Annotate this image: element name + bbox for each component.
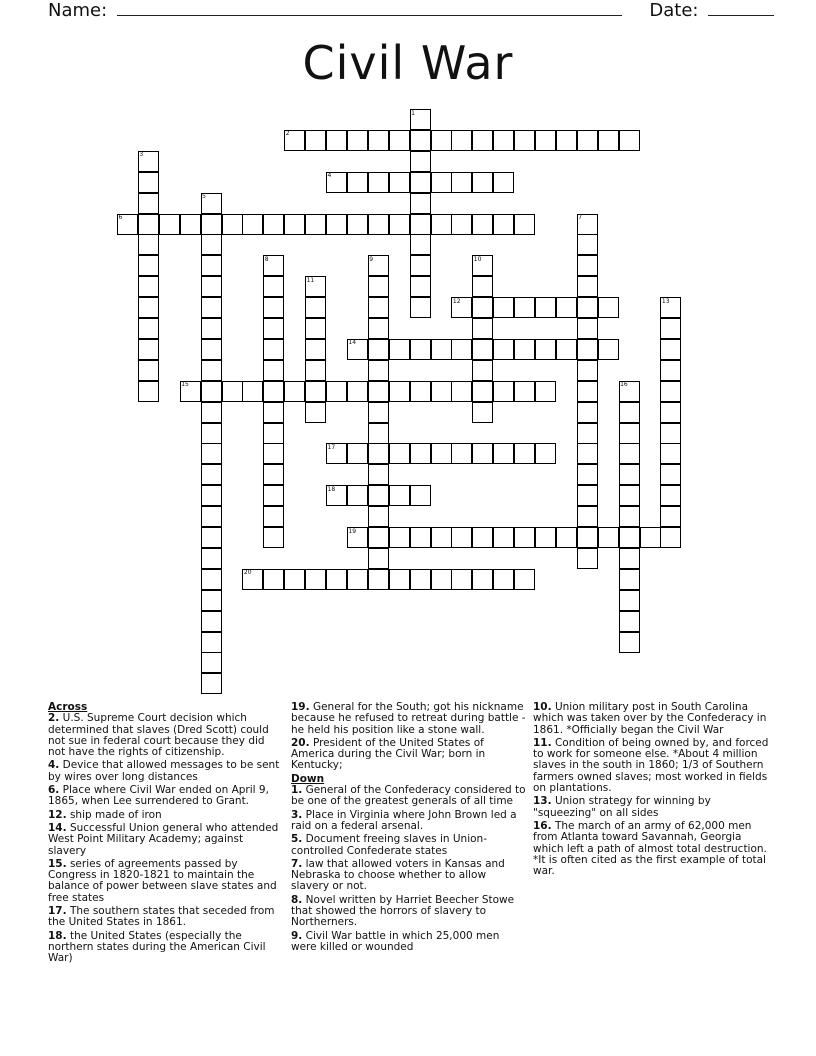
grid-cell[interactable]: [201, 339, 222, 360]
date-label: Date:: [649, 0, 699, 21]
grid-cell[interactable]: [201, 590, 222, 611]
grid-cell[interactable]: [201, 506, 222, 527]
grid-cell[interactable]: [514, 214, 535, 235]
grid-cell[interactable]: [138, 276, 159, 297]
grid-cell[interactable]: [619, 548, 640, 569]
grid-cell[interactable]: [431, 381, 452, 402]
grid-cell[interactable]: [138, 234, 159, 255]
grid-cell[interactable]: [410, 381, 431, 402]
grid-cell[interactable]: [577, 464, 598, 485]
grid-cell[interactable]: [472, 339, 493, 360]
clue-down-11: 11. Condition of being owned by, and forced to work for someone else. *About 4 million slaves in the south in 1860; 1/3 of Southern farmers owned slaves; most worked in fields on plantations.: [533, 736, 769, 795]
grid-cell[interactable]: [472, 381, 493, 402]
grid-cell[interactable]: [514, 381, 535, 402]
clue-number-2: 2: [285, 130, 290, 138]
grid-cell[interactable]: [389, 485, 410, 506]
grid-cell[interactable]: [451, 172, 472, 193]
grid-cell[interactable]: [201, 611, 222, 632]
grid-cell[interactable]: [201, 234, 222, 255]
grid-cell[interactable]: [368, 569, 389, 590]
grid-cell[interactable]: [660, 464, 681, 485]
grid-cell[interactable]: [410, 485, 431, 506]
grid-cell[interactable]: [514, 339, 535, 360]
across-heading: Across: [48, 701, 88, 713]
clue-down-3: 3. Place in Virginia where John Brown led a raid on a federal arsenal.: [291, 808, 517, 832]
grid-cell[interactable]: [305, 569, 326, 590]
grid-cell[interactable]: [284, 214, 305, 235]
grid-cell[interactable]: [577, 423, 598, 444]
grid-cell[interactable]: [431, 339, 452, 360]
grid-cell[interactable]: [514, 130, 535, 151]
grid-cell[interactable]: [389, 130, 410, 151]
grid-cell[interactable]: [347, 172, 368, 193]
grid-cell[interactable]: [368, 402, 389, 423]
grid-cell[interactable]: [389, 214, 410, 235]
grid-cell[interactable]: [389, 339, 410, 360]
clue-down-10: 10. Union military post in South Carolina which was taken over by the Confederacy in 1861. *Officially began the Civil War: [533, 701, 767, 736]
grid-cell[interactable]: [410, 151, 431, 172]
grid-cell[interactable]: [368, 214, 389, 235]
grid-cell[interactable]: [472, 276, 493, 297]
clue-across-6: 6. Place where Civil War ended on April 9, 1865, when Lee surrendered to Grant.: [48, 784, 269, 808]
clue-number-16: 16: [620, 381, 628, 389]
clue-number-3: 3: [139, 151, 144, 159]
grid-cell[interactable]: [326, 130, 347, 151]
grid-cell[interactable]: [619, 527, 640, 548]
grid-cell[interactable]: [493, 443, 514, 464]
clue-across-20: 20. President of the United States of America during the Civil War; born in Kentucky;: [291, 736, 486, 772]
grid-cell[interactable]: [138, 193, 159, 214]
grid-cell[interactable]: [263, 527, 284, 548]
grid-cell[interactable]: [263, 297, 284, 318]
grid-cell[interactable]: [577, 443, 598, 464]
grid-cell[interactable]: [389, 381, 410, 402]
grid-cell[interactable]: [263, 569, 284, 590]
grid-cell[interactable]: [493, 569, 514, 590]
grid-cell[interactable]: [660, 485, 681, 506]
grid-cell[interactable]: [305, 318, 326, 339]
grid-cell[interactable]: [222, 214, 243, 235]
grid-cell[interactable]: [451, 214, 472, 235]
grid-cell[interactable]: [493, 172, 514, 193]
grid-cell[interactable]: [138, 318, 159, 339]
grid-cell[interactable]: [660, 506, 681, 527]
grid-cell[interactable]: [451, 130, 472, 151]
grid-cell[interactable]: [431, 527, 452, 548]
grid-cell[interactable]: [619, 423, 640, 444]
grid-cell[interactable]: [201, 652, 222, 673]
grid-cell[interactable]: [368, 485, 389, 506]
grid-cell[interactable]: [472, 569, 493, 590]
grid-cell[interactable]: [535, 297, 556, 318]
clue-number-20: 20: [243, 569, 252, 577]
grid-cell[interactable]: [201, 485, 222, 506]
grid-cell[interactable]: [368, 130, 389, 151]
clue-down-16: 16. The march of an army of 62,000 men from Atlanta toward Savannah, Georgia which left a path of almost total destruction. *It is often cited as the first example of total war.: [533, 819, 767, 878]
clue-number-18: 18: [327, 485, 336, 493]
clue-number-9: 9: [369, 255, 374, 263]
grid-cell[interactable]: [263, 464, 284, 485]
grid-cell[interactable]: [410, 276, 431, 297]
grid-cell[interactable]: [410, 214, 431, 235]
grid-cell[interactable]: [410, 172, 431, 193]
grid-cell[interactable]: [577, 360, 598, 381]
clue-across-4: 4. Device that allowed messages to be sent by wires over long distances: [48, 759, 280, 783]
grid-cell[interactable]: [577, 339, 598, 360]
clue-number-14: 14: [348, 339, 357, 347]
grid-cell[interactable]: [472, 318, 493, 339]
grid-cell[interactable]: [138, 214, 159, 235]
grid-cell[interactable]: [472, 172, 493, 193]
grid-cell[interactable]: [201, 276, 222, 297]
grid-cell[interactable]: [263, 485, 284, 506]
clue-column-1: [48, 702, 284, 967]
grid-cell[interactable]: [305, 402, 326, 423]
grid-cell[interactable]: [556, 339, 577, 360]
grid-cell[interactable]: [389, 443, 410, 464]
grid-cell[interactable]: [201, 548, 222, 569]
grid-cell[interactable]: [472, 402, 493, 423]
clue-across-14: 14. Successful Union general who attended West Point Military Academy; against slavery: [48, 821, 279, 857]
grid-cell[interactable]: [347, 485, 368, 506]
grid-cell[interactable]: [263, 506, 284, 527]
grid-cell[interactable]: [368, 297, 389, 318]
grid-cell[interactable]: [368, 318, 389, 339]
clue-across-15: 15. series of agreements passed by Congress in 1820-1821 to maintain the balance of power between slave states and free states: [48, 857, 277, 904]
grid-cell[interactable]: [431, 569, 452, 590]
grid-cell[interactable]: [451, 527, 472, 548]
clue-number-7: 7: [578, 214, 583, 221]
grid-cell[interactable]: [389, 569, 410, 590]
clue-column-3: [533, 702, 769, 879]
grid-cell[interactable]: [451, 569, 472, 590]
grid-cell[interactable]: [660, 360, 681, 381]
grid-cell[interactable]: [431, 443, 452, 464]
grid-cell[interactable]: [201, 255, 222, 276]
clue-down-1: 1. General of the Confederacy considered to be one of the greatest generals of all time: [291, 784, 526, 808]
grid-cell[interactable]: [263, 339, 284, 360]
grid-cell[interactable]: [138, 360, 159, 381]
clue-number-4: 4: [327, 172, 332, 180]
grid-cell[interactable]: [660, 443, 681, 464]
grid-cell[interactable]: [451, 339, 472, 360]
grid-cell[interactable]: [410, 193, 431, 214]
grid-cell[interactable]: [410, 569, 431, 590]
grid-cell[interactable]: [598, 130, 619, 151]
grid-cell[interactable]: [201, 632, 222, 653]
clue-number-17: 17: [327, 443, 336, 451]
grid-cell[interactable]: [431, 214, 452, 235]
grid-cell[interactable]: [201, 464, 222, 485]
grid-cell[interactable]: [660, 527, 681, 548]
grid-cell[interactable]: [284, 381, 305, 402]
grid-cell[interactable]: [347, 214, 368, 235]
grid-cell[interactable]: [138, 339, 159, 360]
grid-cell[interactable]: [305, 339, 326, 360]
grid-cell[interactable]: [660, 381, 681, 402]
grid-cell[interactable]: [263, 402, 284, 423]
grid-cell[interactable]: [535, 527, 556, 548]
grid-cell[interactable]: [535, 443, 556, 464]
clue-across-12: 12. ship made of iron: [48, 808, 162, 821]
grid-cell[interactable]: [431, 172, 452, 193]
grid-cell[interactable]: [368, 381, 389, 402]
grid-cell[interactable]: [201, 673, 222, 694]
grid-cell[interactable]: [201, 381, 222, 402]
grid-cell[interactable]: [472, 443, 493, 464]
grid-cell[interactable]: [263, 214, 284, 235]
clue-down-9: 9. Civil War battle in which 25,000 men were killed or wounded: [291, 929, 500, 953]
grid-cell[interactable]: [577, 548, 598, 569]
grid-cell[interactable]: [410, 443, 431, 464]
grid-cell[interactable]: [472, 297, 493, 318]
grid-cell[interactable]: [619, 130, 640, 151]
grid-cell[interactable]: [201, 402, 222, 423]
grid-cell[interactable]: [347, 381, 368, 402]
grid-cell[interactable]: [556, 130, 577, 151]
clue-down-5: 5. Document freeing slaves in Union-controlled Confederate states: [291, 833, 487, 857]
grid-cell[interactable]: [368, 506, 389, 527]
grid-cell[interactable]: [305, 130, 326, 151]
grid-cell[interactable]: [201, 443, 222, 464]
grid-cell[interactable]: [660, 402, 681, 423]
grid-cell[interactable]: [410, 130, 431, 151]
grid-cell[interactable]: [284, 569, 305, 590]
grid-cell[interactable]: [305, 381, 326, 402]
grid-cell[interactable]: [535, 381, 556, 402]
grid-cell[interactable]: [493, 214, 514, 235]
clue-across-19: 19. General for the South; got his nickname because he refused to retreat during battle - he held his position like a stone wall.: [291, 701, 526, 736]
grid-cell[interactable]: [242, 381, 263, 402]
grid-cell[interactable]: [263, 443, 284, 464]
grid-cell[interactable]: [368, 443, 389, 464]
grid-cell[interactable]: [410, 255, 431, 276]
grid-cell[interactable]: [347, 130, 368, 151]
clue-across-2: 2. U.S. Supreme Court decision which determined that slaves (Dred Scott) could not sue in federal court because they did not have the rights of citizenship.: [48, 712, 269, 759]
grid-cell[interactable]: [368, 276, 389, 297]
grid-cell[interactable]: [326, 381, 347, 402]
clue-number-13: 13: [661, 297, 670, 305]
clue-across-17: 17. The southern states that seceded from the United States in 1861.: [48, 905, 275, 929]
grid-cell[interactable]: [619, 402, 640, 423]
grid-cell[interactable]: [138, 255, 159, 276]
grid-cell[interactable]: [619, 590, 640, 611]
grid-cell[interactable]: [577, 318, 598, 339]
grid-cell[interactable]: [263, 276, 284, 297]
clue-down-8: 8. Novel written by Harriet Beecher Stowe that showed the horrors of slavery to Northerners.: [291, 893, 515, 929]
grid-cell[interactable]: [619, 443, 640, 464]
grid-cell[interactable]: [451, 381, 472, 402]
grid-cell[interactable]: [472, 214, 493, 235]
clue-number-10: 10: [473, 255, 482, 263]
grid-cell[interactable]: [598, 527, 619, 548]
down-heading: Down: [291, 772, 325, 785]
clue-number-11: 11: [306, 276, 315, 284]
grid-cell[interactable]: [222, 381, 243, 402]
grid-cell[interactable]: [263, 381, 284, 402]
grid-cell[interactable]: [514, 297, 535, 318]
grid-cell[interactable]: [368, 360, 389, 381]
clue-number-15: 15: [181, 381, 189, 389]
grid-cell[interactable]: [577, 234, 598, 255]
grid-cell[interactable]: [577, 402, 598, 423]
grid-cell[interactable]: [138, 297, 159, 318]
grid-cell[interactable]: [660, 318, 681, 339]
grid-cell[interactable]: [493, 130, 514, 151]
grid-cell[interactable]: [201, 423, 222, 444]
grid-cell[interactable]: [619, 464, 640, 485]
grid-cell[interactable]: [138, 172, 159, 193]
grid-cell[interactable]: [514, 443, 535, 464]
grid-cell[interactable]: [305, 214, 326, 235]
grid-cell[interactable]: [201, 297, 222, 318]
grid-cell[interactable]: [556, 527, 577, 548]
grid-cell[interactable]: [577, 276, 598, 297]
grid-cell[interactable]: [556, 297, 577, 318]
grid-cell[interactable]: [305, 360, 326, 381]
clue-number-1: 1: [411, 109, 415, 117]
grid-cell[interactable]: [389, 527, 410, 548]
grid-cell[interactable]: [368, 172, 389, 193]
grid-cell[interactable]: [493, 297, 514, 318]
grid-cell[interactable]: [201, 569, 222, 590]
grid-cell[interactable]: [493, 381, 514, 402]
grid-cell[interactable]: [472, 360, 493, 381]
clue-down-7: 7. law that allowed voters in Kansas and Nebraska to choose whether to allow slavery or not.: [291, 857, 505, 893]
grid-cell[interactable]: [660, 423, 681, 444]
grid-cell[interactable]: [472, 527, 493, 548]
grid-cell[interactable]: [619, 611, 640, 632]
grid-cell[interactable]: [619, 485, 640, 506]
grid-cell[interactable]: [159, 214, 180, 235]
grid-cell[interactable]: [514, 527, 535, 548]
clue-number-12: 12: [452, 297, 461, 305]
grid-cell[interactable]: [535, 339, 556, 360]
grid-cell[interactable]: [201, 214, 222, 235]
grid-cell[interactable]: [326, 214, 347, 235]
clue-across-18: 18. the United States (especially the northern states during the American Civil War): [48, 929, 266, 965]
grid-cell[interactable]: [577, 381, 598, 402]
grid-cell[interactable]: [493, 339, 514, 360]
grid-cell[interactable]: [410, 339, 431, 360]
grid-cell[interactable]: [451, 443, 472, 464]
grid-cell[interactable]: [347, 443, 368, 464]
grid-cell[interactable]: [598, 339, 619, 360]
grid-cell[interactable]: [660, 339, 681, 360]
grid-cell[interactable]: [577, 130, 598, 151]
grid-cell[interactable]: [577, 527, 598, 548]
grid-cell[interactable]: [431, 130, 452, 151]
grid-cell[interactable]: [180, 214, 201, 235]
grid-cell[interactable]: [263, 360, 284, 381]
name-label: Name:: [48, 0, 108, 21]
clue-down-13: 13. Union strategy for winning by "squeezing" on all sides: [533, 795, 711, 819]
grid-cell[interactable]: [242, 214, 263, 235]
clue-number-19: 19: [348, 527, 357, 535]
grid-cell[interactable]: [577, 506, 598, 527]
puzzle-title: Civil War: [302, 36, 514, 90]
grid-cell[interactable]: [347, 569, 368, 590]
grid-cell[interactable]: [326, 569, 347, 590]
grid-cell[interactable]: [410, 527, 431, 548]
clue-number-6: 6: [118, 214, 123, 221]
grid-cell[interactable]: [619, 506, 640, 527]
grid-cell[interactable]: [138, 381, 159, 402]
grid-cell[interactable]: [619, 632, 640, 653]
grid-cell[interactable]: [577, 297, 598, 318]
grid-cell[interactable]: [368, 527, 389, 548]
grid-cell[interactable]: [640, 527, 661, 548]
grid-cell[interactable]: [619, 569, 640, 590]
clue-number-5: 5: [202, 193, 206, 201]
grid-cell[interactable]: [305, 297, 326, 318]
grid-cell[interactable]: [263, 423, 284, 444]
grid-cell[interactable]: [472, 130, 493, 151]
grid-cell[interactable]: [201, 318, 222, 339]
grid-cell[interactable]: [577, 485, 598, 506]
grid-cell[interactable]: [598, 297, 619, 318]
grid-cell[interactable]: [577, 255, 598, 276]
grid-cell[interactable]: [368, 339, 389, 360]
clue-column-2: [291, 702, 527, 955]
grid-cell[interactable]: [368, 548, 389, 569]
grid-cell[interactable]: [410, 234, 431, 255]
grid-cell[interactable]: [514, 569, 535, 590]
grid-cell[interactable]: [368, 464, 389, 485]
grid-cell[interactable]: [201, 527, 222, 548]
grid-cell[interactable]: [535, 130, 556, 151]
grid-cell[interactable]: [201, 360, 222, 381]
grid-cell[interactable]: [410, 297, 431, 318]
grid-cell[interactable]: [263, 318, 284, 339]
grid-cell[interactable]: [493, 527, 514, 548]
clue-number-8: 8: [264, 255, 269, 263]
grid-cell[interactable]: [389, 172, 410, 193]
grid-cell[interactable]: [368, 423, 389, 444]
